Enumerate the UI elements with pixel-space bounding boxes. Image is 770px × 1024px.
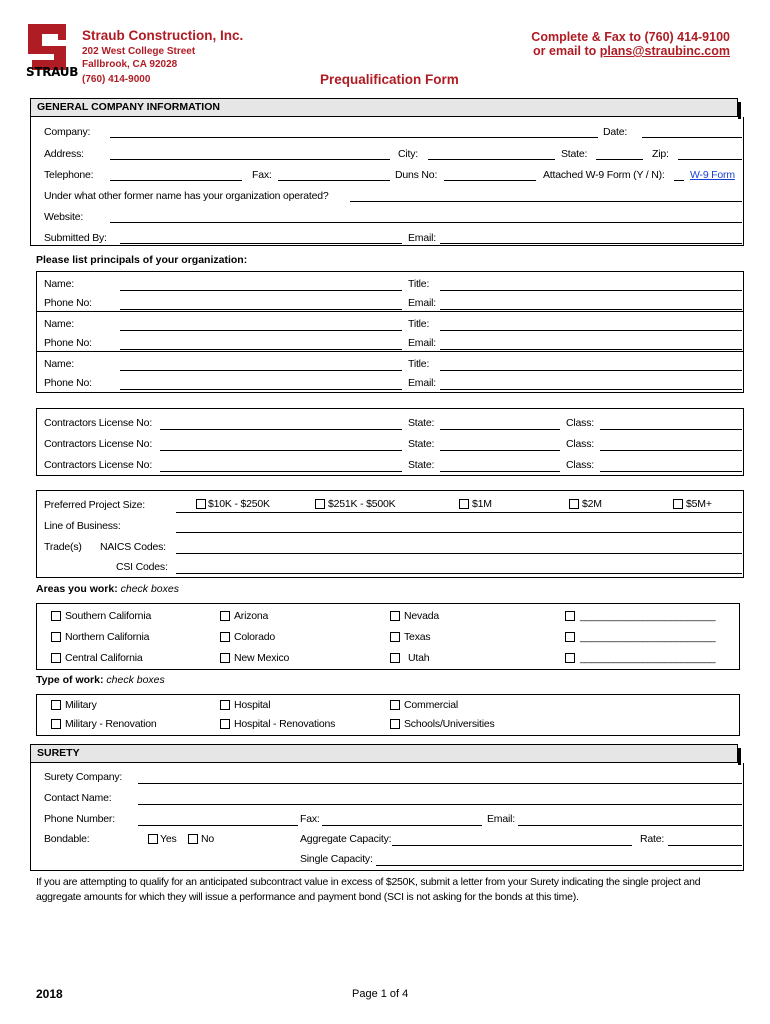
- city-field[interactable]: [428, 159, 555, 160]
- work-hospital-renovations-checkbox[interactable]: [220, 719, 230, 729]
- area-nevada-checkbox[interactable]: [390, 611, 400, 621]
- principal-2-phone-field[interactable]: [120, 349, 402, 350]
- state-field[interactable]: [596, 159, 643, 160]
- submitted-email-label: Email:: [408, 232, 436, 244]
- principal-3-name-label: Name:: [44, 358, 74, 370]
- area-nevada-label: Nevada: [404, 610, 439, 622]
- principal-2-phone-label: Phone No:: [44, 337, 92, 349]
- bondable-yes-checkbox[interactable]: [148, 834, 158, 844]
- trades-label: Trade(s): [44, 541, 82, 553]
- principal-2-name-field[interactable]: [120, 330, 402, 331]
- work-hint: check boxes: [106, 674, 165, 686]
- rate-field[interactable]: [668, 845, 742, 846]
- bondable-yes-label: Yes: [160, 833, 177, 845]
- company-name: Straub Construction, Inc.: [82, 28, 244, 43]
- area-southern-california-checkbox[interactable]: [51, 611, 61, 621]
- csi-label: CSI Codes:: [116, 561, 168, 573]
- telephone-field[interactable]: [110, 180, 242, 181]
- principal-2-email-label: Email:: [408, 337, 436, 349]
- surety-phone-field[interactable]: [138, 825, 298, 826]
- license-3-state-field[interactable]: [440, 471, 560, 472]
- principals-divider-2: [36, 351, 744, 352]
- company-phone: (760) 414-9000: [82, 74, 151, 85]
- principal-1-name-field[interactable]: [120, 290, 402, 291]
- work-military-label: Military: [65, 699, 97, 711]
- license-2-class-label: Class:: [566, 438, 594, 450]
- surety-company-field[interactable]: [138, 783, 742, 784]
- address-label: Address:: [44, 148, 84, 160]
- city-label: City:: [398, 148, 419, 160]
- principal-3-name-field[interactable]: [120, 370, 402, 371]
- license-2-field[interactable]: [160, 450, 402, 451]
- contact-name-field[interactable]: [138, 804, 742, 805]
- bondable-no-label: No: [201, 833, 215, 845]
- size-5m-label: $5M+: [686, 498, 712, 510]
- area-other-2-field[interactable]: ________________________: [580, 631, 716, 643]
- principal-3-title-label: Title:: [408, 358, 430, 370]
- general-section-header: GENERAL COMPANY INFORMATION: [30, 98, 738, 117]
- work-commercial-label: Commercial: [404, 699, 459, 711]
- area-new-mexico-checkbox[interactable]: [220, 653, 230, 663]
- work-hospital-label: Hospital: [234, 699, 271, 711]
- principal-3-title-field[interactable]: [440, 370, 742, 371]
- zip-field[interactable]: [678, 159, 742, 160]
- line-of-business-label: Line of Business:: [44, 520, 121, 532]
- area-central-california-checkbox[interactable]: [51, 653, 61, 663]
- company-city: Fallbrook, CA 92028: [82, 59, 178, 70]
- single-capacity-label: Single Capacity:: [300, 853, 373, 865]
- principal-3-email-field[interactable]: [440, 389, 742, 390]
- area-texas-checkbox[interactable]: [390, 632, 400, 642]
- area-other-2-checkbox[interactable]: [565, 632, 575, 642]
- principal-3-phone-label: Phone No:: [44, 377, 92, 389]
- area-other-1-checkbox[interactable]: [565, 611, 575, 621]
- principal-1-email-label: Email:: [408, 297, 436, 309]
- aggregate-capacity-field[interactable]: [392, 845, 632, 846]
- fax-instruction: Complete & Fax to (760) 414-9100: [531, 30, 730, 44]
- principal-2-title-label: Title:: [408, 318, 430, 330]
- area-arizona-label: Arizona: [234, 610, 269, 622]
- principal-1-name-label: Name:: [44, 278, 74, 290]
- aggregate-capacity-label: Aggregate Capacity:: [300, 833, 392, 845]
- work-hospital-renovations-label: Hospital - Renovations: [234, 718, 336, 730]
- rate-label: Rate:: [640, 833, 665, 845]
- naics-field[interactable]: [176, 553, 742, 554]
- company-label: Company:: [44, 126, 91, 138]
- license-1-state-label: State:: [408, 417, 435, 429]
- license-2-state-field[interactable]: [440, 450, 560, 451]
- email-instruction: [533, 44, 730, 58]
- submitted-by-label: Submitted By:: [44, 232, 107, 244]
- duns-label: Duns No:: [395, 169, 438, 181]
- date-label: Date:: [603, 126, 628, 138]
- license-3-class-field[interactable]: [600, 471, 742, 472]
- area-southern-california-label: Southern California: [65, 610, 152, 622]
- company-field[interactable]: [110, 137, 598, 138]
- surety-note: If you are attempting to qualify for an anticipated subcontract value in excess of $250K, submit a letter from your Surety indicating the single project and aggregate amounts for which they will issue a performance and payment bond (SCI is not asking for the bonds at this time).: [36, 876, 701, 903]
- area-other-3-checkbox[interactable]: [565, 653, 575, 663]
- areas-heading-text: Areas you work:: [36, 583, 118, 595]
- bondable-no-checkbox[interactable]: [188, 834, 198, 844]
- principal-2-email-field[interactable]: [440, 349, 742, 350]
- work-hospital-checkbox[interactable]: [220, 700, 230, 710]
- area-central-california-label: Central California: [65, 652, 143, 664]
- footer-year: 2018: [36, 987, 63, 1001]
- license-3-state-label: State:: [408, 459, 435, 471]
- work-heading-text: Type of work: [36, 674, 100, 686]
- email-link[interactable]: plans@straubinc.com: [599, 44, 730, 58]
- size-10k-250k-label: $10K - $250K: [208, 498, 270, 510]
- principal-1-phone-label: Phone No:: [44, 297, 92, 309]
- fax-field[interactable]: [278, 180, 390, 181]
- size-251k-500k-label: $251K - $500K: [328, 498, 396, 510]
- principal-1-email-field[interactable]: [440, 309, 742, 310]
- w9-field[interactable]: [674, 180, 684, 181]
- principal-2-name-label: Name:: [44, 318, 74, 330]
- license-1-field[interactable]: [160, 429, 402, 430]
- company-logo: [26, 22, 79, 86]
- contact-name-label: Contact Name:: [44, 792, 112, 804]
- project-size-underline: [176, 512, 742, 513]
- area-new-mexico-label: New Mexico: [234, 652, 290, 664]
- size-2m-label: $2M: [582, 498, 602, 510]
- size-2m-checkbox[interactable]: [569, 499, 579, 509]
- csi-field[interactable]: [176, 573, 742, 574]
- license-3-label: Contractors License No:: [44, 459, 153, 471]
- logo-text: STRAUB: [26, 65, 79, 79]
- license-1-label: Contractors License No:: [44, 417, 153, 429]
- submitted-email-field[interactable]: [440, 243, 742, 244]
- website-label: Website:: [44, 211, 84, 223]
- area-northern-california-checkbox[interactable]: [51, 632, 61, 642]
- state-label: State:: [561, 148, 588, 160]
- surety-section-header: SURETY: [30, 744, 738, 763]
- surety-email-field[interactable]: [518, 825, 742, 826]
- fax-label: Fax:: [252, 169, 272, 181]
- work-heading: Type of work: check boxes: [36, 674, 165, 686]
- surety-phone-label: Phone Number:: [44, 813, 115, 825]
- w9-form-link[interactable]: W-9 Form: [690, 169, 735, 181]
- surety-company-label: Surety Company:: [44, 771, 123, 783]
- area-colorado-checkbox[interactable]: [220, 632, 230, 642]
- telephone-label: Telephone:: [44, 169, 94, 181]
- work-military-renovation-label: Military - Renovation: [65, 718, 157, 730]
- license-1-class-label: Class:: [566, 417, 594, 429]
- surety-fax-label: Fax:: [300, 813, 320, 825]
- area-colorado-label: Colorado: [234, 631, 276, 643]
- principals-heading: Please list principals of your organization:: [36, 254, 248, 266]
- area-other-1-field[interactable]: ________________________: [580, 610, 716, 622]
- area-texas-label: Texas: [404, 631, 431, 643]
- work-military-renovation-checkbox[interactable]: [51, 719, 61, 729]
- surety-email-label: Email:: [487, 813, 515, 825]
- area-utah-checkbox[interactable]: [390, 653, 400, 663]
- duns-field[interactable]: [444, 180, 536, 181]
- company-street: 202 West College Street: [82, 46, 196, 57]
- area-arizona-checkbox[interactable]: [220, 611, 230, 621]
- size-5m-checkbox[interactable]: [673, 499, 683, 509]
- license-2-class-field[interactable]: [600, 450, 742, 451]
- surety-fax-field[interactable]: [322, 825, 482, 826]
- naics-label: NAICS Codes:: [100, 541, 166, 553]
- address-field[interactable]: [110, 159, 390, 160]
- principal-3-phone-field[interactable]: [120, 389, 402, 390]
- work-military-checkbox[interactable]: [51, 700, 61, 710]
- former-name-field[interactable]: [350, 201, 742, 202]
- area-northern-california-label: Northern California: [65, 631, 150, 643]
- principal-2-title-field[interactable]: [440, 330, 742, 331]
- former-name-label: Under what other former name has your organization operated?: [44, 190, 329, 202]
- form-title: Prequalification Form: [320, 72, 459, 87]
- area-other-3-field[interactable]: ________________________: [580, 652, 716, 664]
- size-251k-500k-checkbox[interactable]: [315, 499, 325, 509]
- principal-1-title-label: Title:: [408, 278, 430, 290]
- license-1-state-field[interactable]: [440, 429, 560, 430]
- license-2-label: Contractors License No:: [44, 438, 153, 450]
- work-commercial-checkbox[interactable]: [390, 700, 400, 710]
- footer-page-number: Page 1 of 4: [352, 988, 409, 1000]
- website-field[interactable]: [110, 222, 742, 223]
- size-1m-label: $1M: [472, 498, 492, 510]
- w9-label: Attached W-9 Form (Y / N):: [543, 169, 665, 181]
- project-size-label: Preferred Project Size:: [44, 499, 146, 511]
- principals-divider-1: [36, 311, 744, 312]
- size-10k-250k-checkbox[interactable]: [196, 499, 206, 509]
- email-prefix: or email to: [533, 44, 600, 58]
- area-utah-label: Utah: [408, 652, 430, 664]
- principal-3-email-label: Email:: [408, 377, 436, 389]
- single-capacity-field[interactable]: [376, 865, 742, 866]
- work-schools-label: Schools/Universities: [404, 718, 495, 730]
- areas-heading: [36, 583, 179, 595]
- line-of-business-field[interactable]: [176, 532, 742, 533]
- size-1m-checkbox[interactable]: [459, 499, 469, 509]
- license-3-field[interactable]: [160, 471, 402, 472]
- license-3-class-label: Class:: [566, 459, 594, 471]
- zip-label: Zip:: [652, 148, 669, 160]
- work-schools-checkbox[interactable]: [390, 719, 400, 729]
- license-2-state-label: State:: [408, 438, 435, 450]
- submitted-by-field[interactable]: [120, 243, 402, 244]
- license-1-class-field[interactable]: [600, 429, 742, 430]
- principal-1-phone-field[interactable]: [120, 309, 402, 310]
- bondable-label: Bondable:: [44, 833, 90, 845]
- surety-section-box: [30, 763, 744, 871]
- areas-hint: check boxes: [120, 583, 179, 595]
- principal-1-title-field[interactable]: [440, 290, 742, 291]
- date-field[interactable]: [642, 137, 742, 138]
